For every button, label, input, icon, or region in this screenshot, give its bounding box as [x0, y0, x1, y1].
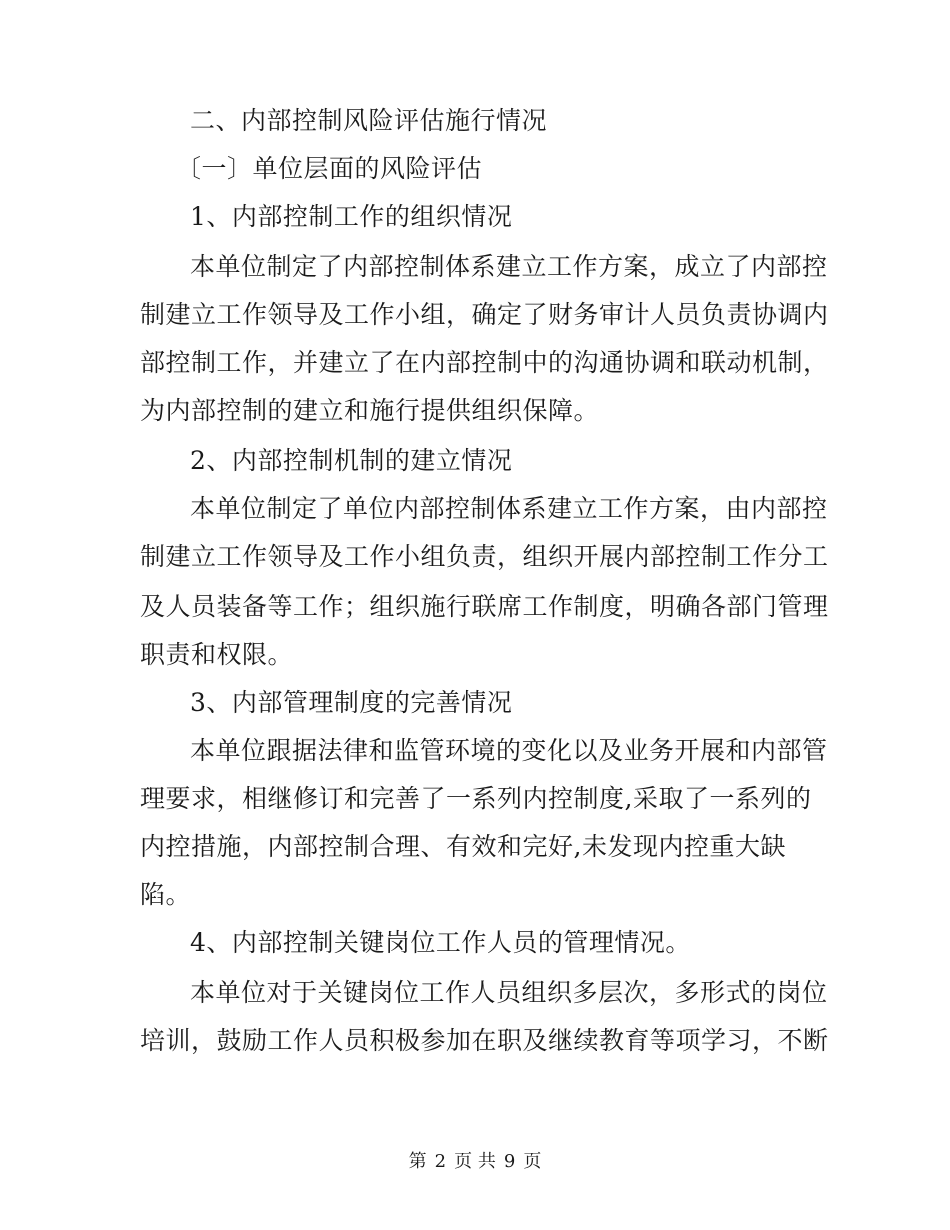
- paragraph-line: 制建立工作领导及工作小组负责，组织开展内部控制工作分工: [140, 542, 829, 571]
- item-heading: 1、内部控制工作的组织情况: [190, 202, 513, 231]
- paragraph-line: 及人员装备等工作；组织施行联席工作制度，明确各部门管理: [140, 592, 829, 621]
- paragraph-line: 培训，鼓励工作人员积极参加在职及继续教育等项学习，不断: [140, 1026, 829, 1055]
- paragraph-line: 本单位制定了单位内部控制体系建立工作方案，由内部控: [190, 494, 828, 523]
- paragraph-line: 本单位对于关键岗位工作人员组织多层次，多形式的岗位: [190, 978, 828, 1007]
- section-heading: 二、内部控制风险评估施行情况: [190, 106, 548, 135]
- paragraph-line: 陷。: [140, 880, 192, 909]
- total-pages-number: 9: [503, 1151, 516, 1172]
- page-label-suffix: 页: [523, 1151, 542, 1172]
- item-heading: 2、内部控制机制的建立情况: [190, 446, 513, 475]
- paragraph-line: 部控制工作，并建立了在内部控制中的沟通协调和联动机制，: [140, 348, 829, 377]
- item-heading: 4、内部控制关键岗位工作人员的管理情况。: [190, 928, 691, 957]
- paragraph-line: 职责和权限。: [140, 640, 294, 669]
- paragraph-line: 内控措施，内部控制合理、有效和完好,未发现内控重大缺: [140, 832, 786, 861]
- paragraph-line: 为内部控制的建立和施行提供组织保障。: [140, 396, 600, 425]
- page-label-mid: 页 共: [454, 1151, 496, 1172]
- subsection-heading: 〔一〕单位层面的风险评估: [176, 154, 483, 183]
- paragraph-line: 理要求，相继修订和完善了一系列内控制度,采取了一系列的: [140, 784, 812, 813]
- item-heading: 3、内部管理制度的完善情况: [190, 688, 513, 717]
- paragraph-line: 制建立工作领导及工作小组，确定了财务审计人员负责协调内: [140, 300, 829, 329]
- page-label-prefix: 第: [408, 1151, 427, 1172]
- paragraph-line: 本单位制定了内部控制体系建立工作方案，成立了内部控: [190, 252, 828, 281]
- paragraph-line: 本单位跟据法律和监管环境的变化以及业务开展和内部管: [190, 736, 828, 765]
- page-footer: [0, 1150, 950, 1174]
- current-page-number: 2: [434, 1151, 447, 1172]
